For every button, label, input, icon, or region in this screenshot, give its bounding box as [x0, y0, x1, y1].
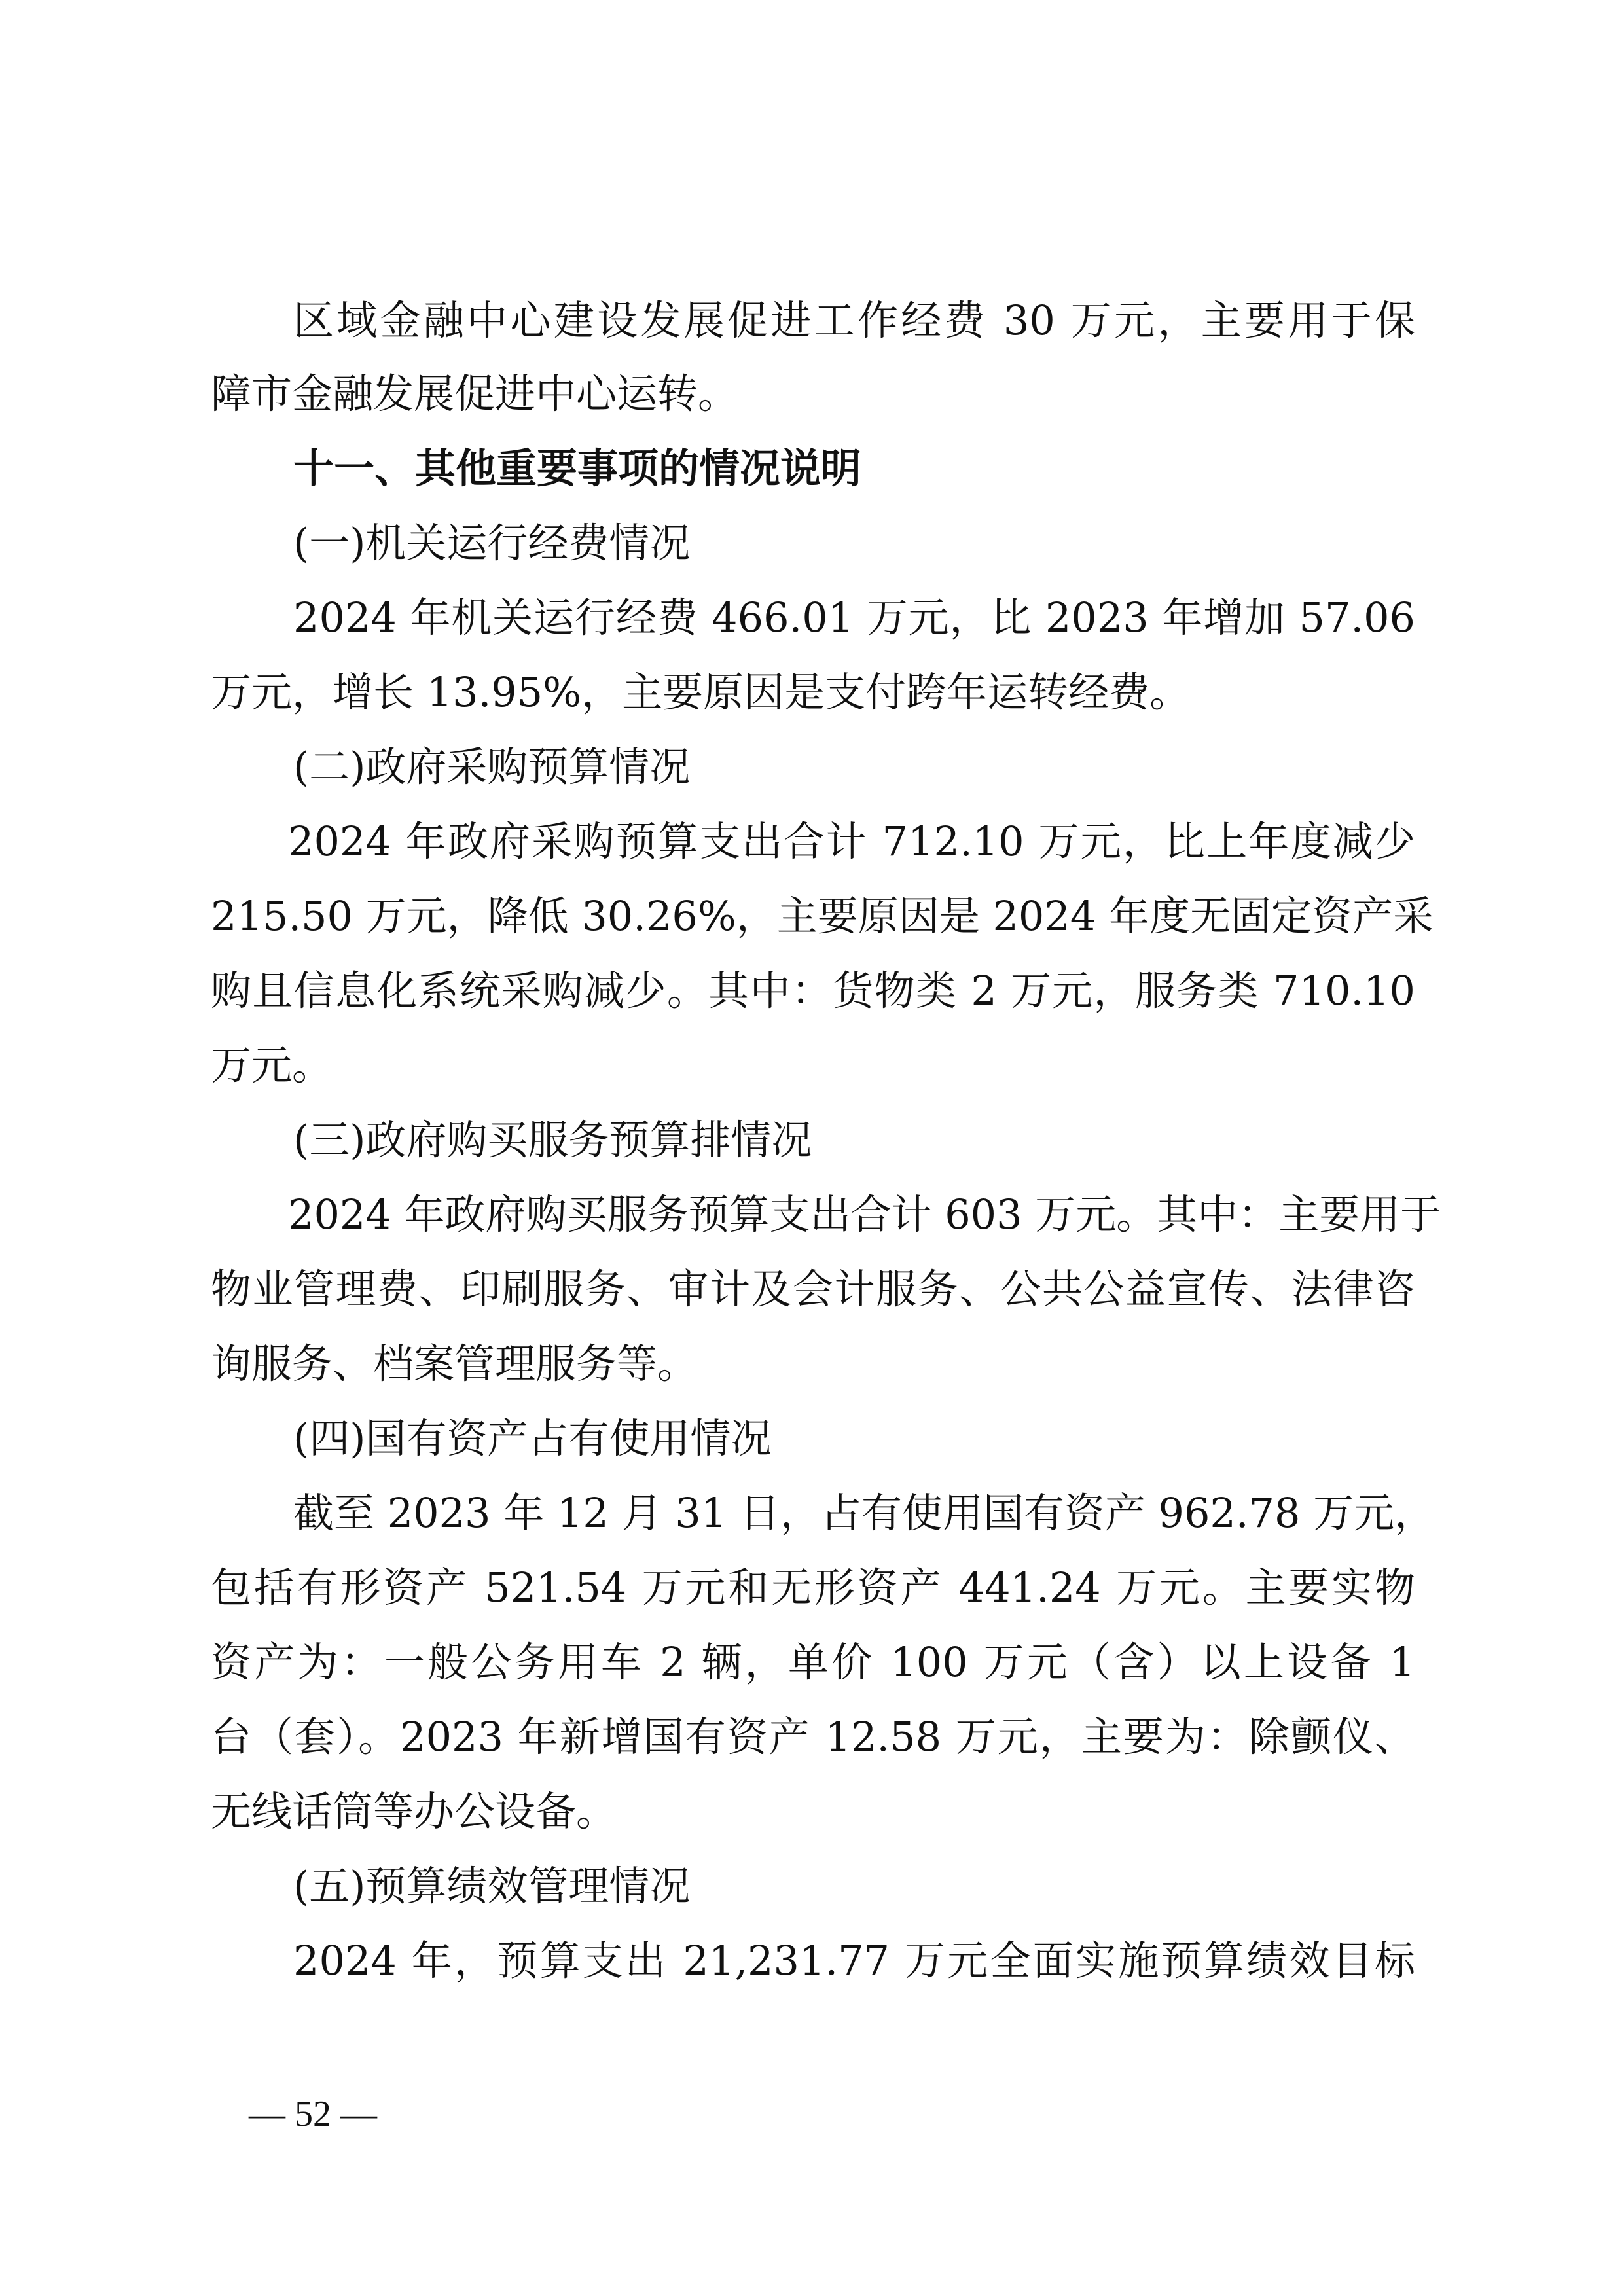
paragraph-line: 区域金融中心建设发展促进工作经费 30 万元，主要用于保 [293, 296, 1415, 344]
paragraph-line: 万元。 [211, 1041, 333, 1089]
paragraph-line: 台（套）。2023 年新增国有资产 12.58 万元，主要为：除颤仪、 [211, 1713, 1415, 1761]
paragraph-line: 2024 年政府采购预算支出合计 712.10 万元，比上年度减少 [288, 817, 1415, 865]
paragraph-line: 资产为：一般公务用车 2 辆，单价 100 万元（含）以上设备 1 [211, 1638, 1415, 1686]
paragraph-line: 障市金融发展促进中心运转。 [211, 370, 739, 418]
paragraph-line: 无线话筒等办公设备。 [211, 1787, 617, 1835]
subsection-heading: (三)政府购买服务预算排情况 [293, 1116, 812, 1164]
paragraph-line: 截至 2023 年 12 月 31 日，占有使用国有资产 962.78 万元， [293, 1489, 1435, 1537]
paragraph-line: 询服务、档案管理服务等。 [211, 1340, 698, 1388]
subsection-heading: (二)政府采购预算情况 [293, 743, 691, 791]
paragraph-line: 2024 年机关运行经费 466.01 万元，比 2023 年增加 57.06 [293, 594, 1415, 641]
paragraph-line: 2024 年政府购买服务预算支出合计 603 万元。其中：主要用于 [288, 1191, 1441, 1238]
subsection-heading: (五)预算绩效管理情况 [293, 1862, 691, 1910]
paragraph-line: 万元，增长 13.95%，主要原因是支付跨年运转经费。 [211, 668, 1191, 716]
paragraph-line: 物业管理费、印刷服务、审计及会计服务、公共公益宣传、法律咨 [211, 1265, 1415, 1313]
paragraph-line: 215.50 万元，降低 30.26%，主要原因是 2024 年度无固定资产采 [211, 892, 1434, 940]
paragraph-line: 2024 年，预算支出 21,231.77 万元全面实施预算绩效目标 [293, 1937, 1415, 1984]
subsection-heading: (一)机关运行经费情况 [293, 519, 691, 567]
paragraph-line: 包括有形资产 521.54 万元和无形资产 441.24 万元。主要实物 [211, 1564, 1415, 1611]
page-number: — 52 — [249, 2094, 377, 2134]
subsection-heading: (四)国有资产占有使用情况 [293, 1414, 772, 1462]
section-heading: 十一、其他重要事项的情况说明 [293, 444, 862, 492]
paragraph-line: 购且信息化系统采购减少。其中：货物类 2 万元，服务类 710.10 [211, 967, 1415, 1014]
